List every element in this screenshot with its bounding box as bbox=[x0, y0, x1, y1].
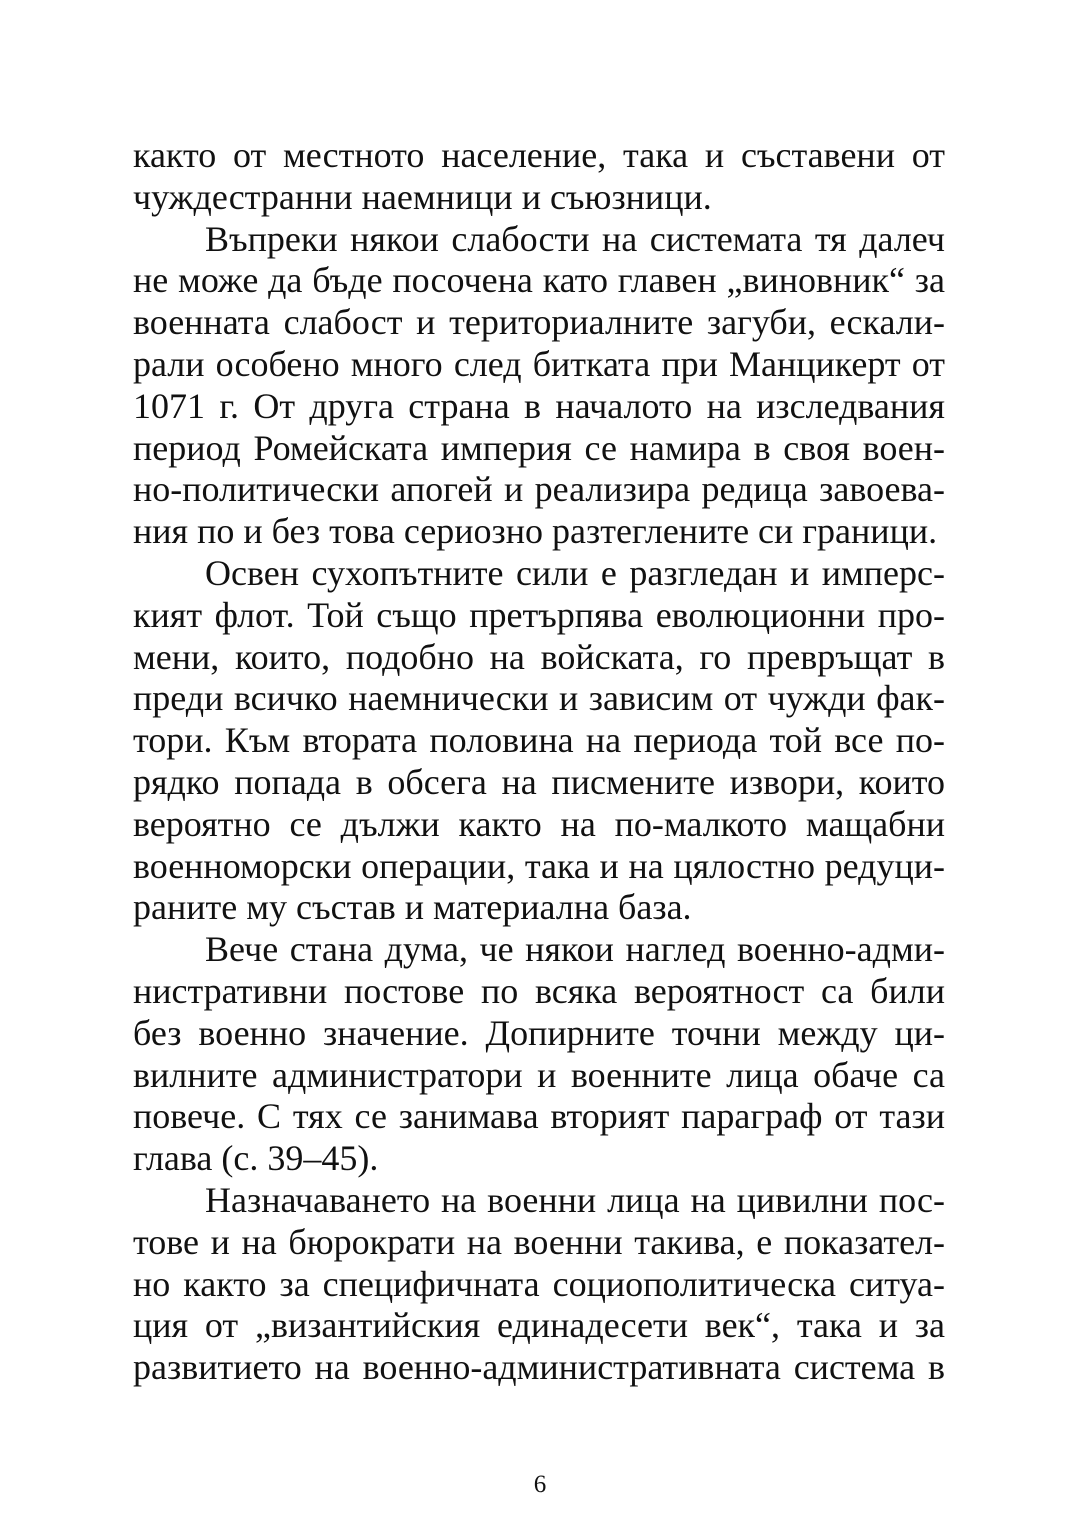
text-line: развитието на военно-административната система в bbox=[133, 1347, 945, 1388]
text-line: раните му състав и материална база. bbox=[133, 887, 692, 928]
page-number: 6 bbox=[533, 1471, 547, 1498]
text-line: вилните администратори и военните лица обаче са bbox=[133, 1054, 945, 1095]
text-line: период Ромейската империя се намира в своя воен- bbox=[133, 427, 945, 468]
text-line: военноморски операции, така и на цялостно редуци- bbox=[133, 845, 945, 886]
text-line: военната слабост и териториалните загуби, ескали- bbox=[133, 302, 945, 343]
text-line: кият флот. Той също претърпява еволюционни про- bbox=[133, 594, 945, 635]
paragraph-2 bbox=[133, 219, 945, 553]
text-line: рали особено много след битката при Манцикерт от bbox=[133, 343, 945, 384]
text-line: чуждестранни наемници и съюзници. bbox=[133, 176, 712, 217]
paragraph-3 bbox=[133, 553, 945, 929]
text-line: ния по и без това сериозно разтеглените си граници. bbox=[133, 511, 938, 552]
text-line: преди всичко наемнически и зависим от чужди фак- bbox=[133, 678, 945, 719]
text-line: не може да бъде посочена като главен „виновник“ за bbox=[133, 260, 945, 301]
text-line: 1071 г. От друга страна в началото на изследвания bbox=[133, 385, 945, 426]
paragraph-4 bbox=[133, 929, 945, 1180]
text-line: без военно значение. Допирните точни между ци- bbox=[133, 1012, 945, 1053]
text-line: но-политически апогей и реализира редица завоева- bbox=[133, 469, 945, 510]
text-line: ция от „византийския единадесети век“, така и за bbox=[133, 1305, 945, 1346]
text-line: Освен сухопътните сили е разгледан и имперс- bbox=[205, 552, 945, 593]
text-line: както от местното население, така и съставени от bbox=[133, 135, 945, 175]
text-line: Назначаването на военни лица на цивилни пос- bbox=[205, 1179, 945, 1220]
text-line: вероятно се дължи както на по-малкото мащабни bbox=[133, 803, 945, 844]
text-line: мени, които, подобно на войската, го превръщат в bbox=[133, 636, 945, 677]
paragraph-5 bbox=[133, 1180, 945, 1389]
text-line: но както за специфичната социополитическа ситуа- bbox=[133, 1263, 945, 1304]
text-line: глава (с. 39–45). bbox=[133, 1138, 379, 1179]
text-line: рядко попада в обсега на писмените извори, които bbox=[133, 761, 945, 802]
paragraph-1 bbox=[133, 135, 945, 219]
text-line: Въпреки някои слабости на системата тя далеч bbox=[205, 218, 945, 259]
text-line: нистративни постове по всяка вероятност са били bbox=[133, 970, 945, 1011]
text-line: тове и на бюрократи на военни такива, е показател- bbox=[133, 1221, 945, 1262]
text-line: Вече стана дума, че някои наглед военно-адми- bbox=[205, 929, 945, 970]
page-body bbox=[133, 135, 945, 1389]
text-line: повече. С тях се занимава вторият параграф от тази bbox=[133, 1096, 945, 1137]
text-line: тори. Към втората половина на периода той все по- bbox=[133, 720, 945, 761]
